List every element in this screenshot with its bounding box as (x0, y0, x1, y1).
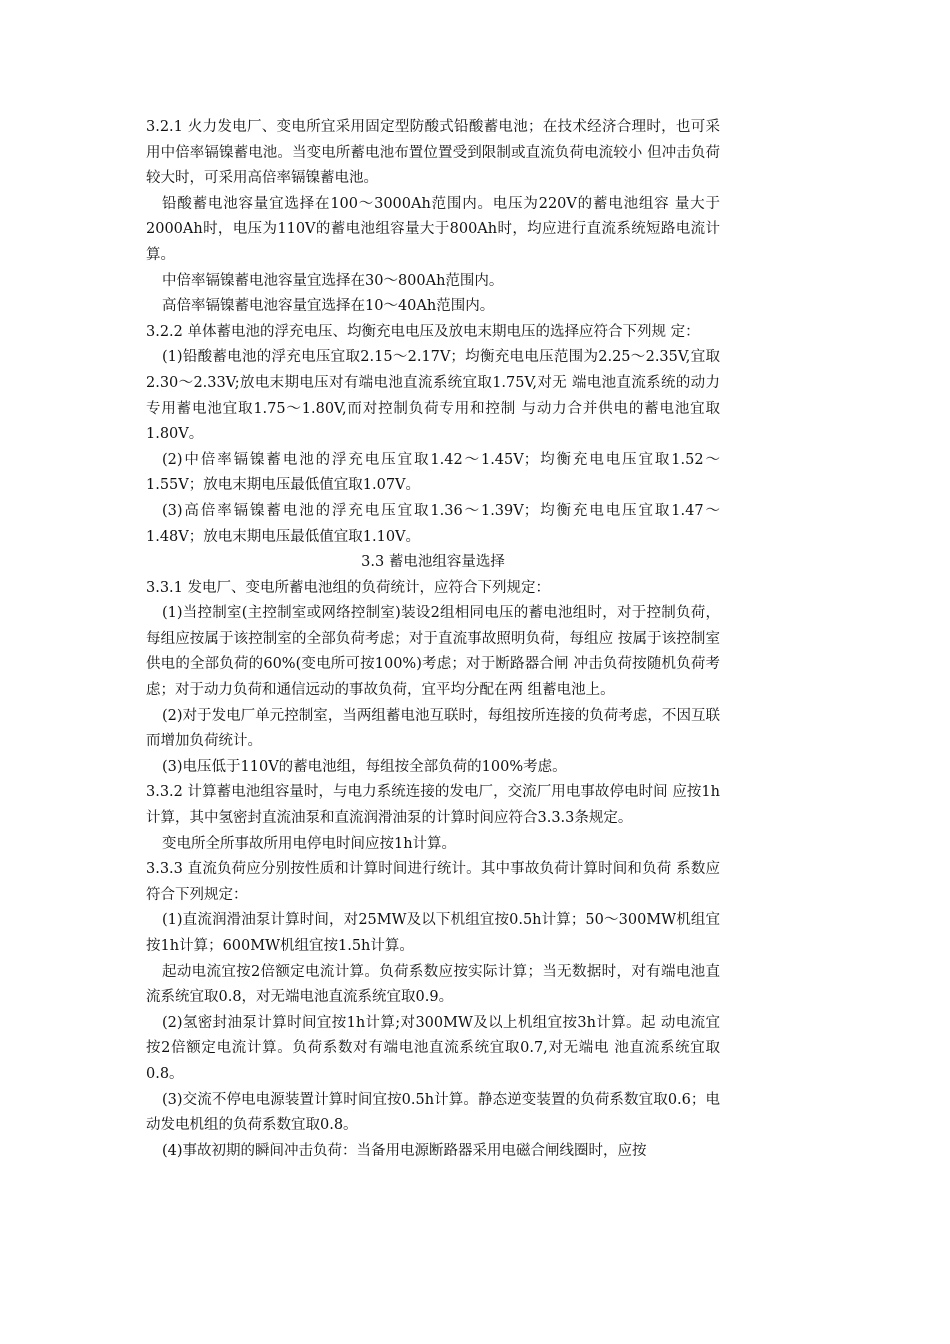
paragraph-3-3-1-item-1: (1)当控制室(主控制室或网络控制室)装设2组相同电压的蓄电池组时，对于控制负荷，每组应按属于该控制室的全部负荷考虑；对于直流事故照明负荷，每组应 按属于该控制室供电的全部负荷的60%(变电所可按100%)考虑；对于断路器合闸 冲击负荷按随机负荷考虑；对于动力负荷和通信远动的事故负荷，宜平均分配在两 组蓄电池上。 (146, 605, 720, 699)
document-body (146, 115, 720, 1164)
paragraph-high-rate-capacity: 高倍率镉镍蓄电池容量宜选择在10～40Ah范围内。 (162, 298, 495, 315)
paragraph-mid-rate-capacity: 中倍率镉镍蓄电池容量宜选择在30～800Ah范围内。 (162, 272, 504, 289)
paragraph-3-3-1: 3.3.1 发电厂、变电所蓄电池组的负荷统计，应符合下列规定： (146, 579, 551, 596)
paragraph-3-2-2: 3.2.2 单体蓄电池的浮充电压、均衡充电电压及放电末期电压的选择应符合下列规 定： (146, 323, 700, 340)
section-heading-3-3: 3.3 蓄电池组容量选择 (361, 554, 505, 571)
paragraph-3-3-3-item-1: (1)直流润滑油泵计算时间，对25MW及以下机组宜按0.5h计算；50～300MW机组宜按1h计算；600MW机组宜按1.5h计算。 (146, 912, 720, 954)
paragraph-start-current: 起动电流宜按2倍额定电流计算。负荷系数应按实际计算；当无数据时，对有端电池直流系统宜取0.8，对无端电池直流系统宜取0.9。 (146, 963, 720, 1006)
paragraph-3-3-3-item-3: (3)交流不停电电源装置计算时间宜按0.5h计算。静态逆变装置的负荷系数宜取0.6；电动发电机组的负荷系数宜取0.8。 (146, 1091, 720, 1134)
paragraph-substation-outage: 变电所全所事故所用电停电时间应按1h计算。 (162, 835, 457, 852)
paragraph-3-3-3: 3.3.3 直流负荷应分别按性质和计算时间进行统计。其中事故负荷计算时间和负荷 系数应符合下列规定： (146, 861, 720, 903)
paragraph-3-2-1: 3.2.1 火力发电厂、变电所宜采用固定型防酸式铅酸蓄电池；在技术经济合理时，也可采用中倍率镉镍蓄电池。当变电所蓄电池布置位置受到限制或直流负荷电流较小 但冲击负荷较大时，可采用高倍率镉镍蓄电池。 (146, 119, 720, 187)
paragraph-3-2-2-item-1: (1)铅酸蓄电池的浮充电压宜取2.15～2.17V；均衡充电电压范围为2.25～2.35V,宜取2.30～2.33V;放电末期电压对有端电池直流系统宜取1.75V,对无 端电池直流系统的动力专用蓄电池宜取1.75～1.80V,而对控制负荷专用和控制 与动力合并供电的蓄电池宜取1.80V。 (146, 349, 720, 443)
paragraph-3-2-2-item-2: (2)中倍率镉镍蓄电池的浮充电压宜取1.42～1.45V；均衡充电电压宜取1.52～1.55V；放电末期电压最低值宜取1.07V。 (146, 451, 720, 494)
paragraph-3-3-1-item-2: (2)对于发电厂单元控制室，当两组蓄电池互联时，每组按所连接的负荷考虑，不因互联而增加负荷统计。 (146, 707, 720, 750)
paragraph-3-3-2: 3.3.2 计算蓄电池组容量时，与电力系统连接的发电厂，交流厂用电事故停电时间 应按1h计算，其中氢密封直流油泵和直流润滑油泵的计算时间应符合3.3.3条规定。 (146, 784, 720, 827)
paragraph-3-3-3-item-4: (4)事故初期的瞬间冲击负荷：当备用电源断路器采用电磁合闸线圈时，应按 (162, 1142, 647, 1159)
paragraph-lead-acid-capacity: 铅酸蓄电池容量宜选择在100～3000Ah范围内。电压为220V的蓄电池组容 量大于2000Ah时，电压为110V的蓄电池组容量大于800Ah时，均应进行直流系统短路电流计算。 (146, 195, 720, 263)
paragraph-3-3-1-item-3: (3)电压低于110V的蓄电池组，每组按全部负荷的100%考虑。 (162, 758, 567, 775)
paragraph-3-2-2-item-3: (3)高倍率镉镍蓄电池的浮充电压宜取1.36～1.39V；均衡充电电压宜取1.47～1.48V；放电末期电压最低值宜取1.10V。 (146, 502, 720, 545)
paragraph-3-3-3-item-2: (2)氢密封油泵计算时间宜按1h计算;对300MW及以上机组宜按3h计算。起 动电流宜按2倍额定电流计算。负荷系数对有端电池直流系统宜取0.7,对无端电 池直流系统宜取0.8。 (146, 1014, 720, 1082)
